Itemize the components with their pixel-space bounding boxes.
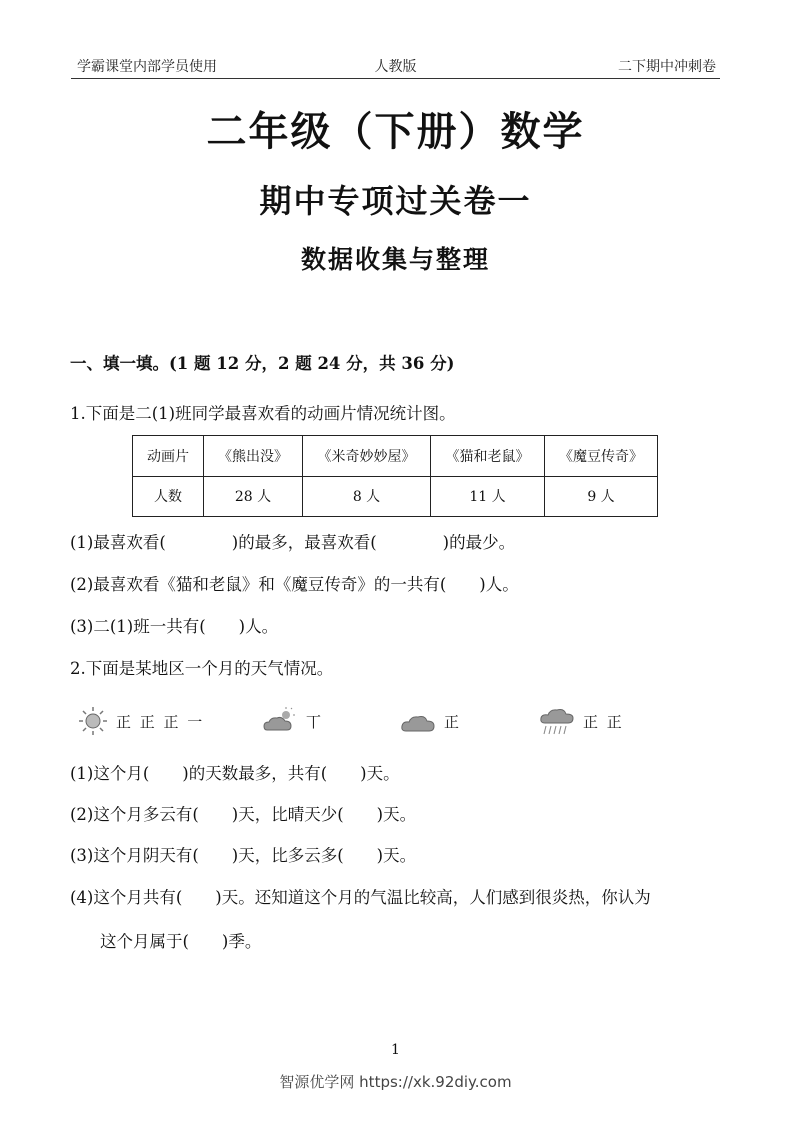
- table-cell: 11 人: [431, 476, 545, 517]
- cloud-icon: [400, 706, 436, 736]
- q1-intro: 1.下面是二(1)班同学最喜欢看的动画片情况统计图。: [70, 404, 456, 423]
- table-row: [133, 476, 658, 517]
- section-heading: 一、填一填。(1 题 12 分，2 题 24 分，共 36 分): [70, 354, 455, 373]
- sun-icon: [78, 706, 108, 736]
- page-title: 二年级（下册）数学: [206, 108, 585, 155]
- table-cell: 人数: [133, 476, 204, 517]
- weather-tally: 正 正 正 一: [116, 712, 205, 731]
- table-cell: 《魔豆传奇》: [545, 436, 658, 477]
- header-center: 人教版: [374, 59, 417, 75]
- weather-tally: 正 正: [583, 712, 624, 731]
- weather-sunny: [78, 705, 204, 737]
- weather-tally: 正: [444, 712, 462, 731]
- page-subtitle: 期中专项过关卷一: [259, 182, 532, 220]
- table-cell: 《熊出没》: [204, 436, 303, 477]
- table-row: [133, 436, 658, 477]
- header-right: 二下期中冲刺卷: [618, 59, 716, 75]
- header-left: 学霸课堂内部学员使用: [77, 59, 217, 75]
- q2-part3: (3)这个月阴天有( )天，比多云多( )天。: [70, 846, 417, 865]
- q1-part1: (1)最喜欢看( )的最多，最喜欢看( )的最少。: [70, 533, 516, 552]
- rain-icon: [539, 705, 575, 737]
- weather-overcast: [400, 705, 461, 737]
- q2-part2: (2)这个月多云有( )天，比晴天少( )天。: [70, 805, 417, 824]
- page-header: [71, 56, 720, 79]
- table-cell: 9 人: [545, 476, 658, 517]
- q1-part2: (2)最喜欢看《猫和老鼠》和《魔豆传奇》的一共有( )人。: [70, 575, 519, 594]
- footer-link[interactable]: 智源优学网 https://xk.92diy.com: [279, 1073, 512, 1091]
- page-number: 1: [391, 1042, 400, 1058]
- weather-partly-cloudy: [262, 705, 323, 737]
- q2-part4: (4)这个月共有( )天。还知道这个月的气温比较高，人们感到很炎热，你认为: [70, 888, 651, 907]
- q2-part1: (1)这个月( )的天数最多，共有( )天。: [70, 764, 400, 783]
- q2-part4-continued: 这个月属于( )季。: [100, 932, 262, 951]
- table-cell: 8 人: [303, 476, 431, 517]
- weather-rainy: [539, 705, 624, 737]
- q2-intro: 2.下面是某地区一个月的天气情况。: [70, 659, 334, 678]
- cartoon-table: [132, 435, 658, 517]
- topic-title: 数据收集与整理: [300, 245, 490, 274]
- partly-cloudy-icon: [262, 706, 298, 736]
- q1-part3: (3)二(1)班一共有( )人。: [70, 617, 279, 636]
- table-cell: 《猫和老鼠》: [431, 436, 545, 477]
- table-cell: 动画片: [133, 436, 204, 477]
- table-cell: 《米奇妙妙屋》: [303, 436, 431, 477]
- weather-tally: 丅: [306, 712, 324, 731]
- table-cell: 28 人: [204, 476, 303, 517]
